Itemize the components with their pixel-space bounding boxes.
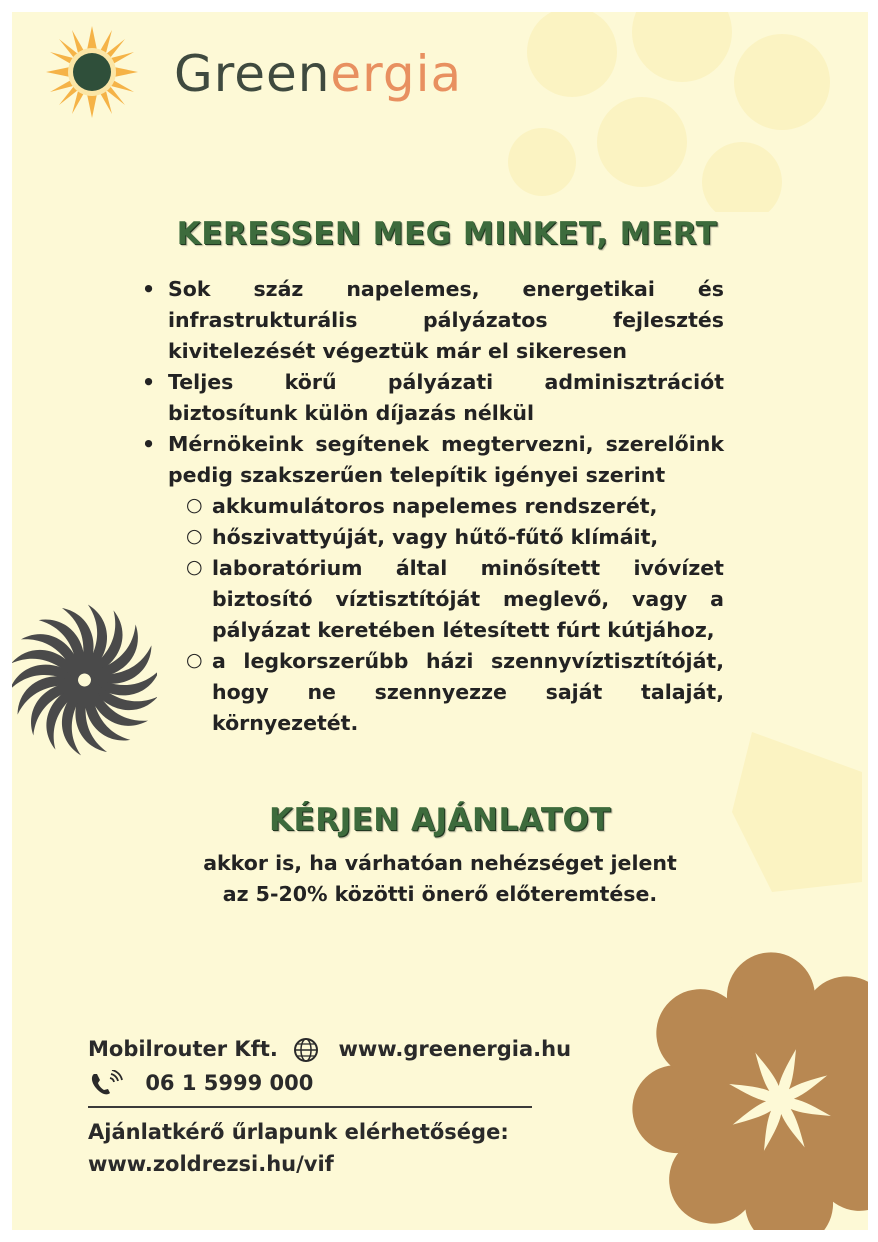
logo-text-green: Green — [174, 45, 331, 103]
contact-block — [88, 1032, 572, 1180]
bullet-icon: • — [142, 432, 156, 456]
sub-list-item — [142, 491, 724, 522]
sub-list-item-text: hőszivattyúját, vagy hűtő-fűtő klímáit, — [212, 525, 659, 549]
offer-text — [12, 848, 868, 910]
sun-icon — [42, 22, 142, 122]
sub-list-item-text: a legkorszerűbb házi szennyvíztisztítóját, hogy ne szennyezze saját talaját, környezetét. — [212, 649, 724, 735]
list-item-text: Sok száz napelemes, energetikai és infrastrukturális pályázatos fejlesztés kivitelezését végeztük már el sikeresen — [168, 277, 724, 363]
swirl-flower-icon — [12, 600, 157, 760]
form-label: Ajánlatkérő űrlapunk elérhetősége: — [88, 1120, 509, 1144]
list-item — [142, 429, 724, 491]
flyer-page — [12, 12, 868, 1230]
circle-bullet-icon: ○ — [186, 525, 203, 547]
divider — [88, 1106, 532, 1108]
sub-list-item — [142, 522, 724, 553]
sub-list-item — [142, 553, 724, 646]
company-name: Mobilrouter Kft. — [88, 1037, 278, 1061]
globe-icon — [293, 1037, 319, 1063]
list-item-text: Teljes körű pályázati adminisztrációt biztosítunk külön díjazás nélkül — [168, 370, 724, 425]
list-item — [142, 274, 724, 367]
logo — [42, 22, 462, 122]
list-item — [142, 367, 724, 429]
phone-icon — [88, 1070, 124, 1098]
faint-flower-top-right-icon — [482, 12, 842, 212]
circle-bullet-icon: ○ — [186, 494, 203, 516]
company-row — [88, 1032, 572, 1066]
logo-text-orange: ergia — [330, 45, 463, 103]
circle-bullet-icon: ○ — [186, 556, 203, 578]
benefits-list — [142, 274, 724, 739]
bullet-icon: • — [142, 370, 156, 394]
gold-flower-icon — [630, 930, 868, 1230]
offer-line: az 5-20% közötti önerő előteremtése. — [222, 882, 658, 906]
sub-list-item-text: laboratórium által minősített ivóvízet biztosító víztisztítóját meglevő, vagy a pályázat keretében létesített fúrt kútjához, — [212, 556, 724, 642]
phone-number[interactable]: 06 1 5999 000 — [145, 1071, 314, 1095]
website-link[interactable]: www.greenergia.hu — [338, 1037, 572, 1061]
list-item-text: Mérnökeink segítenek megtervezni, szerelőink pedig szakszerűen telepítik igényei szerint — [168, 432, 724, 487]
logo-wordmark — [174, 44, 462, 104]
sub-list-item-text: akkumulátoros napelemes rendszerét, — [212, 494, 658, 518]
main-heading: KERESSEN MEG MINKET, MERT — [176, 216, 718, 252]
sub-list-item — [142, 646, 724, 739]
form-url-link[interactable]: www.zoldrezsi.hu/vif — [88, 1152, 334, 1176]
offer-heading: KÉRJEN AJÁNLATOT — [269, 802, 611, 838]
bullet-icon: • — [142, 277, 156, 301]
phone-row — [88, 1066, 548, 1100]
circle-bullet-icon: ○ — [186, 649, 203, 671]
offer-line: akkor is, ha várhatóan nehézséget jelent — [203, 851, 677, 875]
